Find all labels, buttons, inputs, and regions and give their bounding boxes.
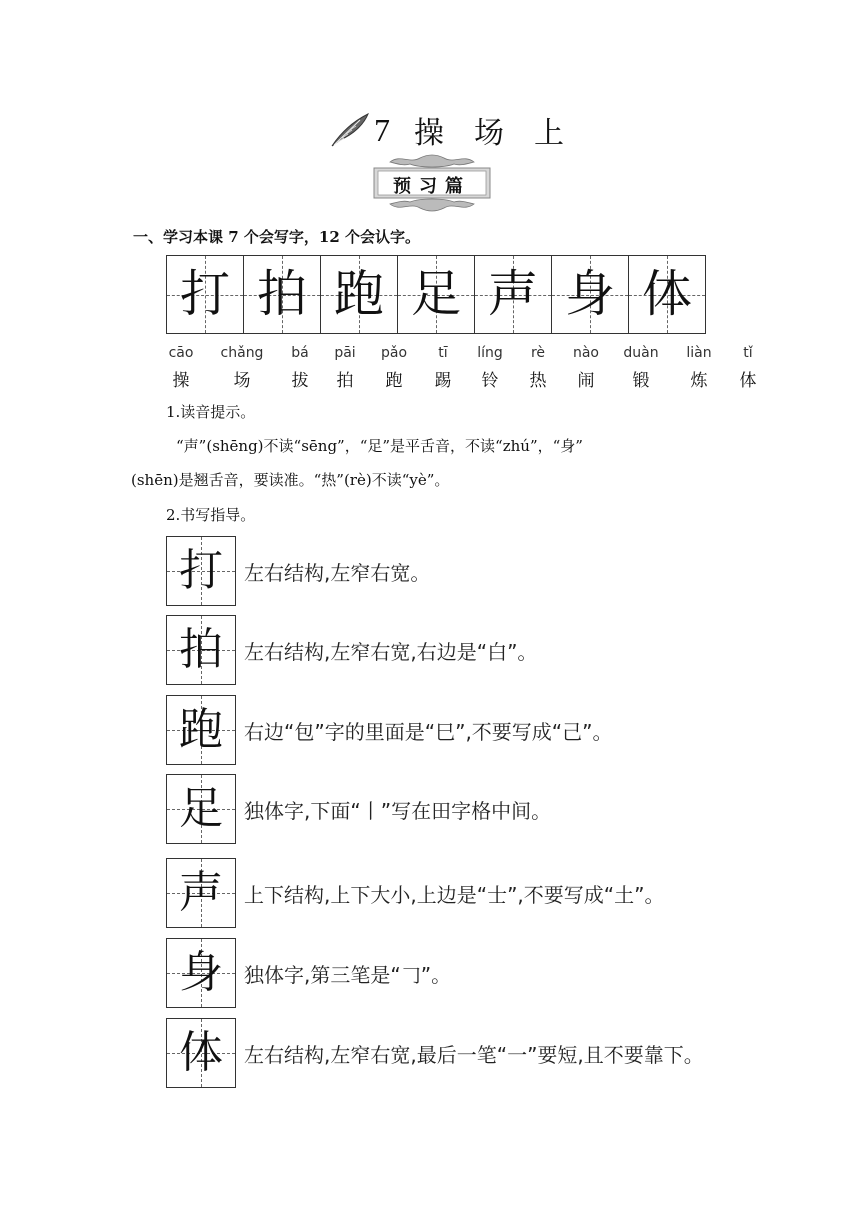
guide-text: 独体字,第三笔是“𠃌”。 xyxy=(244,962,452,987)
tianzige-cell xyxy=(629,256,706,333)
read-char: 炼 xyxy=(690,371,708,391)
guide-text: 独体字,下面“丨”写在田字格中间。 xyxy=(244,798,552,823)
read-char: 踢 xyxy=(434,371,452,391)
guide-text: 右边“包”字的里面是“巳”,不要写成“己”。 xyxy=(244,719,613,744)
guide-item xyxy=(166,1018,704,1088)
pinyin: duàn xyxy=(623,345,659,361)
guide-char: 声 xyxy=(179,867,223,918)
guide-item xyxy=(166,536,430,606)
guide-text: 上下结构,上下大小,上边是“士”,不要写成“土”。 xyxy=(244,882,665,907)
tianzige-cell xyxy=(166,536,236,606)
read-char: 场 xyxy=(233,371,251,391)
pinyin: liàn xyxy=(686,345,712,361)
write-char: 声 xyxy=(488,265,538,323)
read-char: 铃 xyxy=(481,371,499,391)
write-char: 身 xyxy=(565,265,615,323)
tianzige-cell xyxy=(166,938,236,1008)
tianzige-cell xyxy=(552,256,629,333)
pinyin: rè xyxy=(530,345,546,361)
pinyin: chǎng xyxy=(220,345,264,361)
guide-char: 体 xyxy=(179,1027,223,1078)
pinyin: pǎo xyxy=(380,345,408,361)
guide-item xyxy=(166,774,551,844)
pinyin: líng xyxy=(477,345,503,361)
lesson-title xyxy=(330,108,564,152)
read-char: 锻 xyxy=(632,371,650,391)
quill-icon xyxy=(330,112,370,148)
banner-label: 预习篇 xyxy=(393,176,471,197)
lesson-name xyxy=(414,108,564,152)
guide-char: 拍 xyxy=(179,624,223,675)
read-char: 拔 xyxy=(291,371,309,391)
read-char: 闹 xyxy=(577,371,595,391)
read-char: 跑 xyxy=(385,371,403,391)
title-char: 场 xyxy=(474,116,504,151)
section-banner xyxy=(370,154,494,212)
pinyin: tī xyxy=(438,345,448,361)
guide-char: 身 xyxy=(179,947,223,998)
write-char: 打 xyxy=(180,265,230,323)
read-char: 操 xyxy=(172,371,190,391)
guide-text: 左右结构,左窄右宽,最后一笔“一”要短,且不要靠下。 xyxy=(244,1042,704,1067)
tianzige-cell xyxy=(166,1018,236,1088)
guide-item xyxy=(166,695,613,765)
pinyin: pāi xyxy=(334,345,356,361)
guide-item xyxy=(166,938,451,1008)
read-char: 体 xyxy=(739,371,757,391)
lesson-number: 7 xyxy=(374,111,390,148)
tianzige-cell xyxy=(166,615,236,685)
guide-item xyxy=(166,615,537,685)
pinyin-row xyxy=(164,345,764,365)
section-heading: 一、学习本课 7 个会写字，12 个会认字。 xyxy=(133,228,420,246)
guide-char: 跑 xyxy=(179,704,223,755)
guide-char: 足 xyxy=(179,783,223,834)
tianzige-cell xyxy=(167,256,244,333)
read-char: 热 xyxy=(529,371,547,391)
write-char: 跑 xyxy=(334,265,384,323)
writing-guide-heading: 2.书写指导。 xyxy=(166,506,256,524)
pinyin: nào xyxy=(572,345,600,361)
reading-tip-line: (shēn)是翘舌音，要读准。“热”(rè)不读“yè”。 xyxy=(131,471,450,489)
tianzige-cell xyxy=(166,858,236,928)
write-char: 体 xyxy=(642,265,692,323)
tianzige-cell xyxy=(321,256,398,333)
pinyin: cāo xyxy=(168,345,194,361)
write-char-grid xyxy=(166,255,706,334)
guide-text: 左右结构,左窄右宽。 xyxy=(244,560,431,585)
reading-tip-line: “声”(shēng)不读“sēng”，“足”是平舌音，不读“zhú”，“身” xyxy=(176,437,583,455)
write-char: 拍 xyxy=(257,265,307,323)
pinyin: bá xyxy=(291,345,309,361)
tianzige-cell xyxy=(166,695,236,765)
guide-char: 打 xyxy=(179,545,223,596)
reading-tip-heading: 1.读音提示。 xyxy=(166,403,256,421)
pinyin: tǐ xyxy=(743,345,753,361)
tianzige-cell xyxy=(398,256,475,333)
guide-text: 左右结构,左窄右宽,右边是“白”。 xyxy=(244,639,538,664)
read-char: 拍 xyxy=(336,371,354,391)
guide-item xyxy=(166,858,665,928)
tianzige-cell xyxy=(475,256,552,333)
tianzige-cell xyxy=(244,256,321,333)
write-char: 足 xyxy=(411,265,461,323)
read-char-row xyxy=(164,366,764,390)
tianzige-cell xyxy=(166,774,236,844)
title-char: 上 xyxy=(534,116,564,151)
title-char: 操 xyxy=(414,116,444,151)
